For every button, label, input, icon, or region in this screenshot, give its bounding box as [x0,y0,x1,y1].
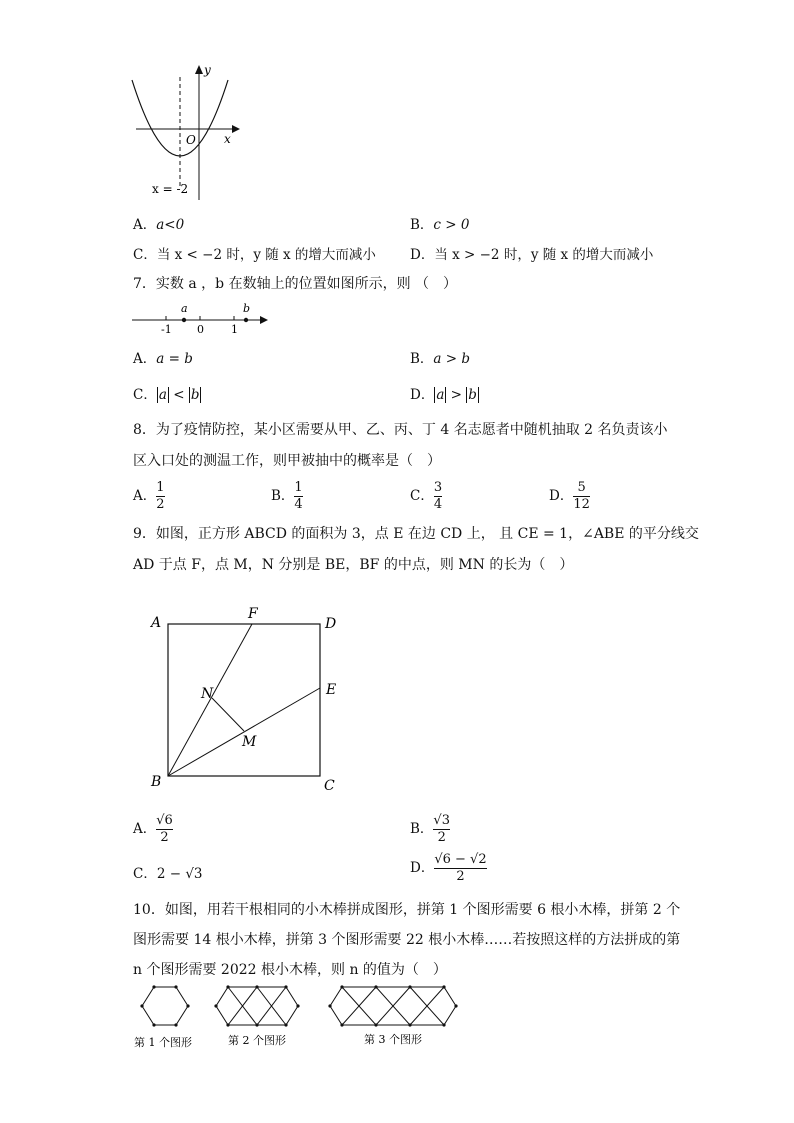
figure-3-caption: 第 3 个图形 [364,1033,422,1046]
q7-stem: 7．实数 a ，b 在数轴上的位置如图所示，则 （ ） [133,276,458,292]
label-C: C [324,778,335,794]
number-line [130,300,275,338]
parabola-graph [120,62,250,202]
q7-option-b[interactable]: B．a > b [410,351,471,367]
label-F: F [248,606,258,622]
square-diagram [140,600,350,800]
q9-option-d[interactable]: D． $\frac{√6 - √2}{2}$ [410,852,487,884]
q9-option-a[interactable]: A． $\frac{√6}{2}$ [133,813,173,845]
point-a-label: a [181,302,188,315]
tick-label-neg1: -1 [161,323,172,336]
q6-option-d[interactable]: D．当 x > −2 时，y 随 x 的增大而减小 [410,247,654,263]
q10-stem-line2: 图形需要 14 根小木棒，拼第 3 个图形需要 22 根小木棒……若按照这样的方法拼成的第 [133,932,681,948]
label-D: D [325,616,337,632]
q9-option-c[interactable]: C．2 − √3 [133,866,203,882]
q8-option-b[interactable]: B． $\frac{1}{4}$ [271,480,303,512]
q9-stem-line1: 9．如图，正方形 ABCD 的面积为 3，点 E 在边 CD 上， 且 CE = 1，∠ABE 的平分线交 [133,526,699,542]
q8-option-c[interactable]: C． $\frac{3}{4}$ [410,480,443,512]
q7-option-d[interactable]: D． a > b [410,387,477,403]
q8-stem-line1: 8．为了疫情防控，某小区需要从甲、乙、丙、丁 4 名志愿者中随机抽取 2 名负责该小 [133,422,668,438]
q9-stem-line2: AD 于点 F，点 M，N 分别是 BE，BF 的中点，则 MN 的长为（ ） [133,557,574,573]
point-b-label: b [243,302,251,315]
q8-stem-line2: 区入口处的测温工作，则甲被抽中的概率是（ ） [133,453,441,469]
q8-option-a[interactable]: A． $\frac{1}{2}$ [133,480,165,512]
origin-label: O [186,133,196,147]
q10-stem-line1: 10．如图，用若干根相同的小木棒拼成图形，拼第 1 个图形需要 6 根小木棒，拼第 2 个 [133,902,681,918]
q10-stem-line3: n 个图形需要 2022 根小木棒，则 n 的值为（ ） [133,962,447,978]
symmetry-axis-label: x = -2 [152,182,189,196]
label-A: A [151,615,162,631]
q7-option-a[interactable]: A．a = b [133,351,193,367]
figure-1-caption: 第 1 个图形 [134,1036,192,1049]
q6-option-b[interactable]: B．c > 0 [410,217,470,233]
q9-option-b[interactable]: B． $\frac{√3}{2}$ [410,813,450,845]
label-N: N [201,686,214,702]
label-B: B [151,774,162,790]
q6-option-a[interactable]: A．a<0 [133,217,185,233]
tick-label-0: 0 [197,323,204,336]
label-M: M [242,734,257,750]
y-axis-label: y [204,63,211,77]
stick-figures [130,982,470,1052]
x-axis-label: x [224,132,231,146]
label-E: E [326,682,337,698]
q6-option-c[interactable]: C．当 x < −2 时，y 随 x 的增大而减小 [133,247,376,263]
q7-option-c[interactable]: C． a < b [133,387,200,403]
q8-option-d[interactable]: D． $\frac{5}{12}$ [549,480,590,512]
tick-label-1: 1 [231,323,238,336]
figure-2-caption: 第 2 个图形 [228,1034,286,1047]
